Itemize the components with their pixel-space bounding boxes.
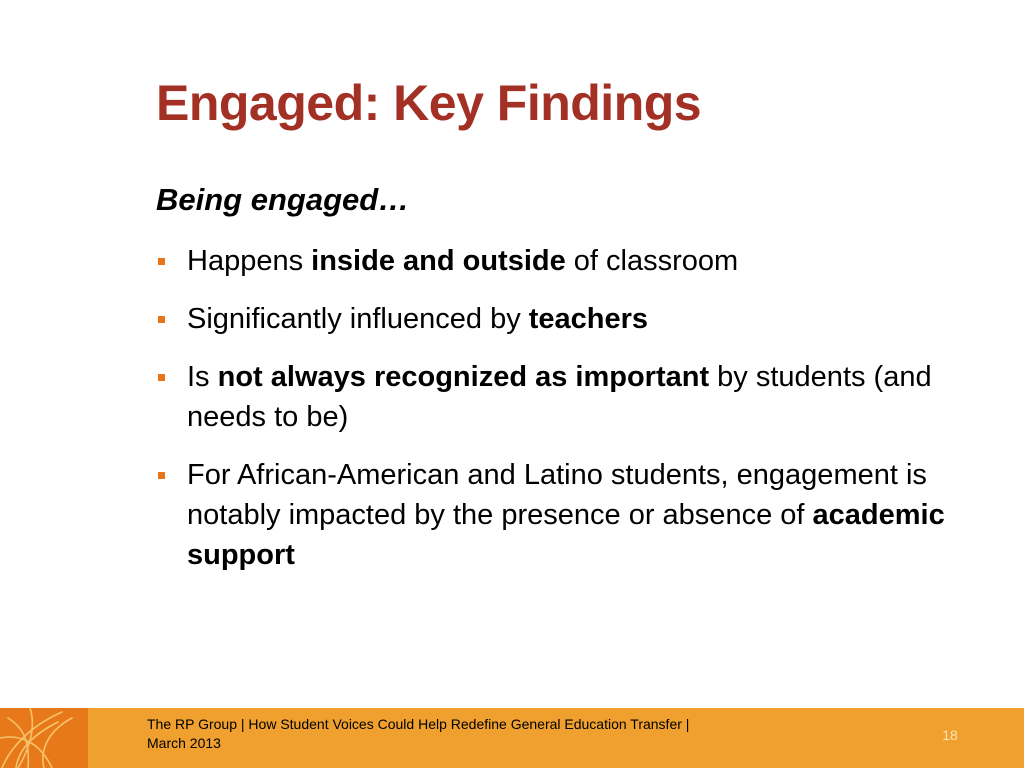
footer-text xyxy=(147,715,787,753)
bullet-item xyxy=(156,455,956,575)
decorative-swirl-icon xyxy=(0,708,88,768)
bullet-item xyxy=(156,241,956,281)
bullet-text xyxy=(187,245,738,277)
footer-bar xyxy=(0,708,1024,768)
bullet-text xyxy=(187,303,648,335)
bullet-text-run: Significantly influenced by xyxy=(187,303,529,335)
bullet-list xyxy=(156,241,956,593)
bullet-text-run: Happens xyxy=(187,245,312,277)
bullet-text-run: Is xyxy=(187,361,218,393)
bullet-text-run: For African-American and Latino students, engagement is notably impacted by the presence or absence of xyxy=(187,459,927,531)
bullet-text-emphasis: inside and outside xyxy=(311,245,566,277)
slide-title: Engaged: Key Findings xyxy=(156,75,702,131)
square-bullet-icon xyxy=(158,472,165,479)
bullet-text-run: by students (and needs to be) xyxy=(187,361,932,433)
slide-subtitle: Being engaged… xyxy=(156,182,410,217)
square-bullet-icon xyxy=(158,258,165,265)
bullet-item xyxy=(156,357,956,437)
swirl-graphic xyxy=(0,708,88,768)
bullet-text xyxy=(187,361,932,433)
bullet-text xyxy=(187,459,945,571)
bullet-text-emphasis: not always recognized as important xyxy=(217,361,710,393)
bullet-text-emphasis: teachers xyxy=(528,303,649,335)
bullet-text-run: of classroom xyxy=(565,245,739,277)
bullet-text-emphasis: academic support xyxy=(187,499,945,571)
footer-text-line: March 2013 xyxy=(147,735,221,751)
square-bullet-icon xyxy=(158,316,165,323)
square-bullet-icon xyxy=(158,374,165,381)
page-number: 18 xyxy=(942,727,958,743)
bullet-item xyxy=(156,299,956,339)
footer-text-line: The RP Group | How Student Voices Could Help Redefine General Education Transfer | xyxy=(147,716,690,732)
